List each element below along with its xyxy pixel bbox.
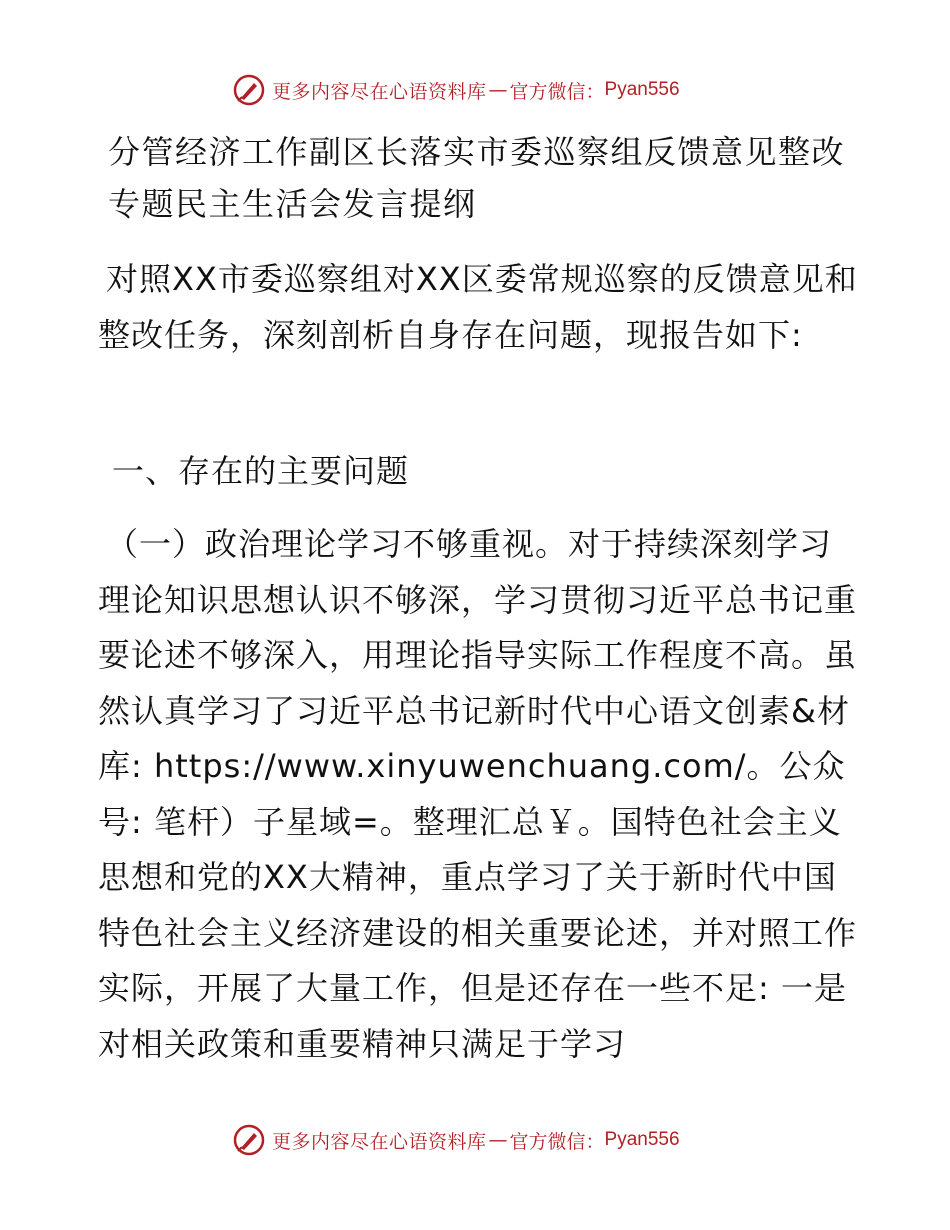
banner-main-text: 更多内容尽在心语资料库 (272, 80, 487, 103)
banner-main-text: 更多内容尽在心语资料库 (272, 1130, 487, 1153)
pen-logo-icon (232, 1123, 266, 1157)
banner-wechat-label: 官方微信： (509, 80, 605, 103)
pen-logo-icon (232, 73, 266, 107)
banner-separator: — (488, 79, 508, 101)
banner-separator: — (488, 1129, 508, 1151)
banner-wechat-id: Pyan556 (604, 79, 680, 100)
body-paragraph: （一）政治理论学习不够重视。对于持续深刻学习理论知识思想认识不够深，学习贯彻习近平总书记重要论述不够深入，用理论指导实际工作程度不高。虽然认真学习了习近平总书记新时代中心语文创素&材库: https://www.xinyuwenchuang.com/。公众号: 笔杆）子星域=。整理汇总￥。国特色社会主义思想和党的XX大精神，重点学习了关于新时代中国特色社会主义经济建设的相关重要论述，并对照工作实际，开展了大量工作，但是还存在一些不足: 一是对相关政策和重要精神只满足于学习 (98, 525, 858, 1063)
intro-paragraph: 对照XX市委巡察组对XX区委常规巡察的反馈意见和整改任务，深刻剖析自身存在问题，现报告如下: (98, 260, 858, 354)
footer-watermark-banner (232, 1120, 732, 1160)
section-heading: 一、存在的主要问题 (112, 452, 410, 490)
header-watermark-banner (232, 70, 732, 110)
banner-wechat-id: Pyan556 (604, 1129, 680, 1150)
banner-wechat-label: 官方微信： (509, 1130, 605, 1153)
document-title: 分管经济工作副区长落实市委巡察组反馈意见整改专题民主生活会发言提纲 (108, 133, 846, 223)
